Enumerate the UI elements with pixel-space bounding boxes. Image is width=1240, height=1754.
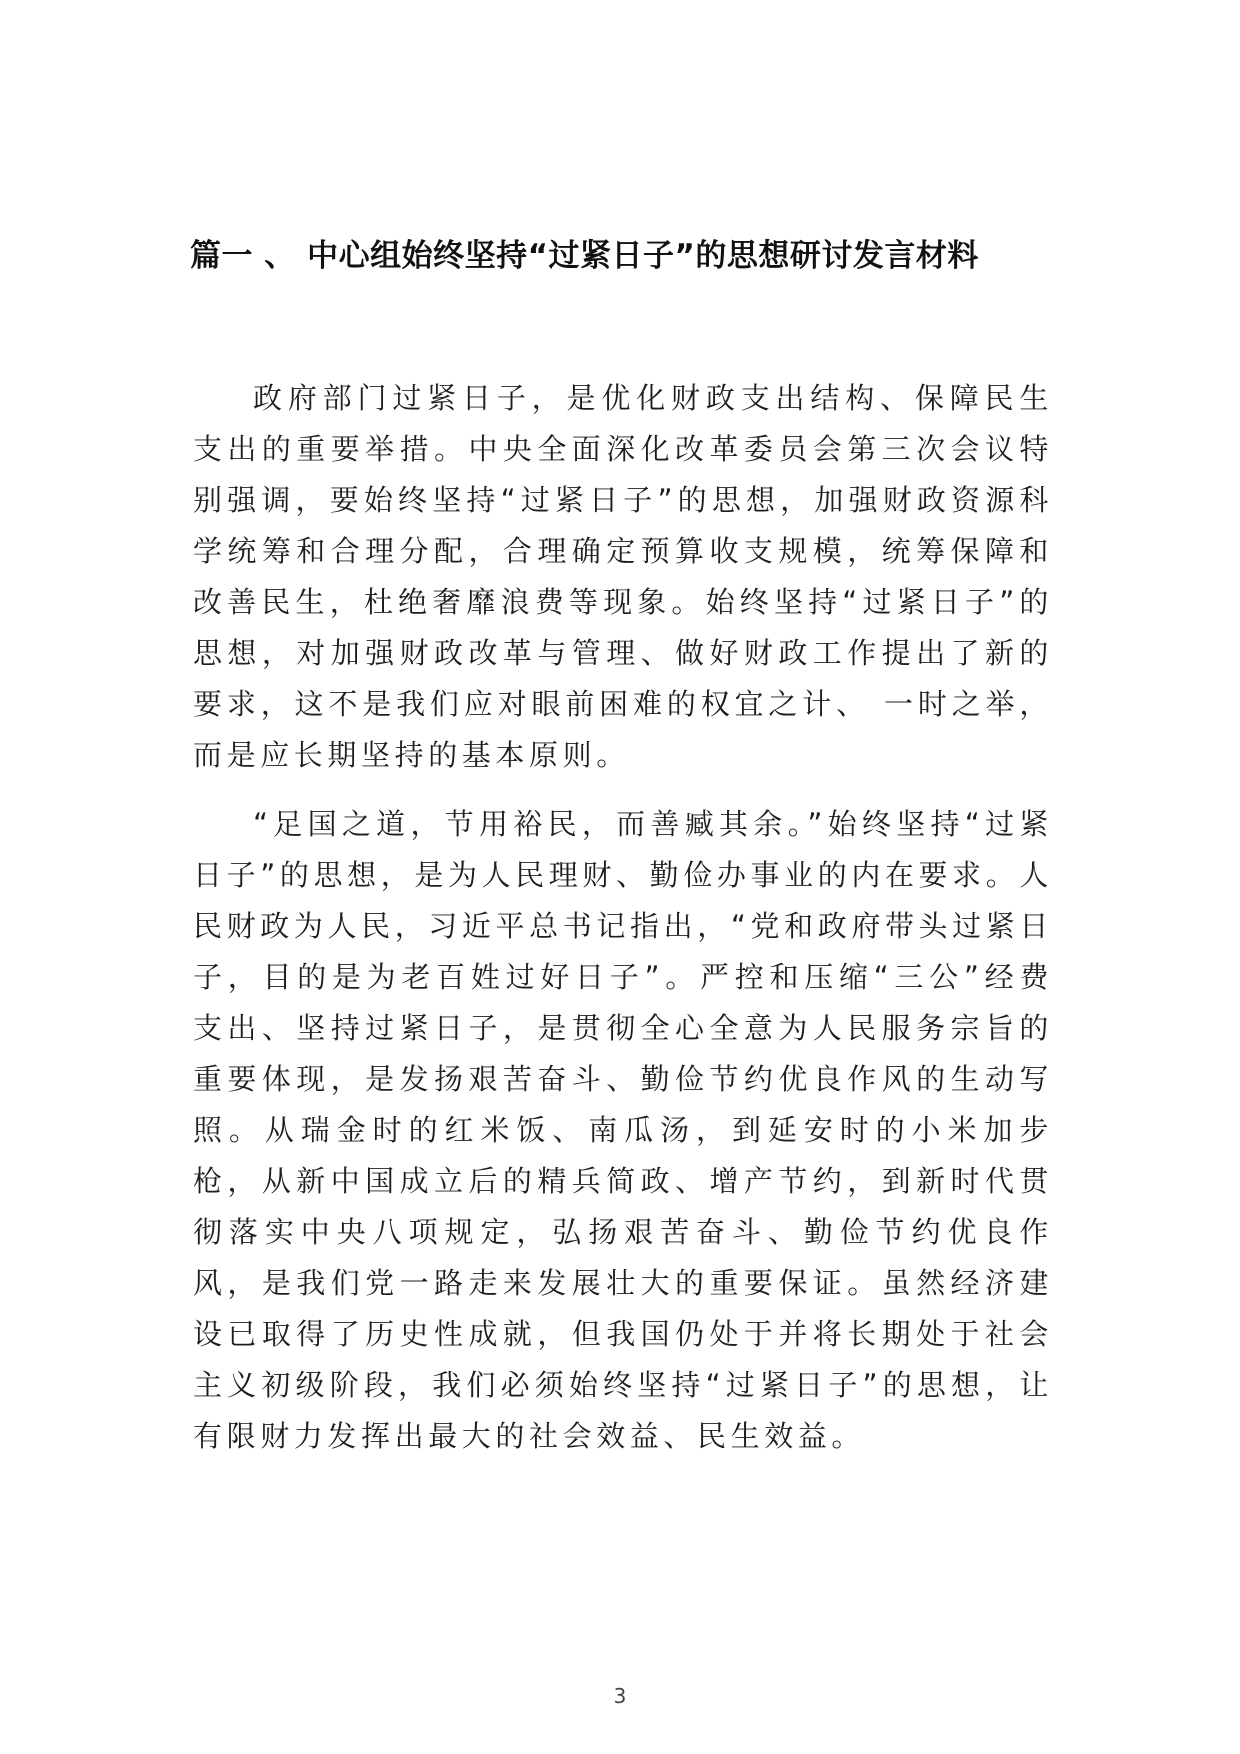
document-title: 篇一 、 中心组始终坚持“过紧日子”的思想研讨发言材料 [190,238,979,274]
body-paragraph-2: “足国之道，节用裕民，而善臧其余。”始终坚持“过紧日子”的思想，是为人民理财、勤俭办事业的内在要求。人民财政为人民，习近平总书记指出，“党和政府带头过紧日子，目的是为老百姓过好日子”。严控和压缩“三公”经费支出、坚持过紧日子，是贯彻全心全意为人民服务宗旨的重要体现，是发扬艰苦奋斗、勤俭节约优良作风的生动写照。从瑞金时的红米饭、南瓜汤，到延安时的小米加步枪，从新中国成立后的精兵简政、增产节约，到新时代贯彻落实中央八项规定，弘扬艰苦奋斗、勤俭节约优良作风，是我们党一路走来发展壮大的重要保证。虽然经济建设已取得了历史性成就，但我国仍处于并将长期处于社会主义初级阶段，我们必须始终坚持“过紧日子”的思想，让有限财力发挥出最大的社会效益、民生效益。 [193,807,1053,1453]
body-paragraph-1: 政府部门过紧日子，是优化财政支出结构、保障民生支出的重要举措。中央全面深化改革委员会第三次会议特别强调，要始终坚持“过紧日子”的思想，加强财政资源科学统筹和合理分配，合理确定预算收支规模，统筹保障和改善民生，杜绝奢靡浪费等现象。始终坚持“过紧日子”的思想，对加强财政改革与管理、做好财政工作提出了新的要求，这不是我们应对眼前困难的权宜之计、 一时之举，而是应长期坚持的基本原则。 [193,381,1053,772]
document-body [193,373,1053,1480]
page-number: 3 [613,1684,627,1708]
